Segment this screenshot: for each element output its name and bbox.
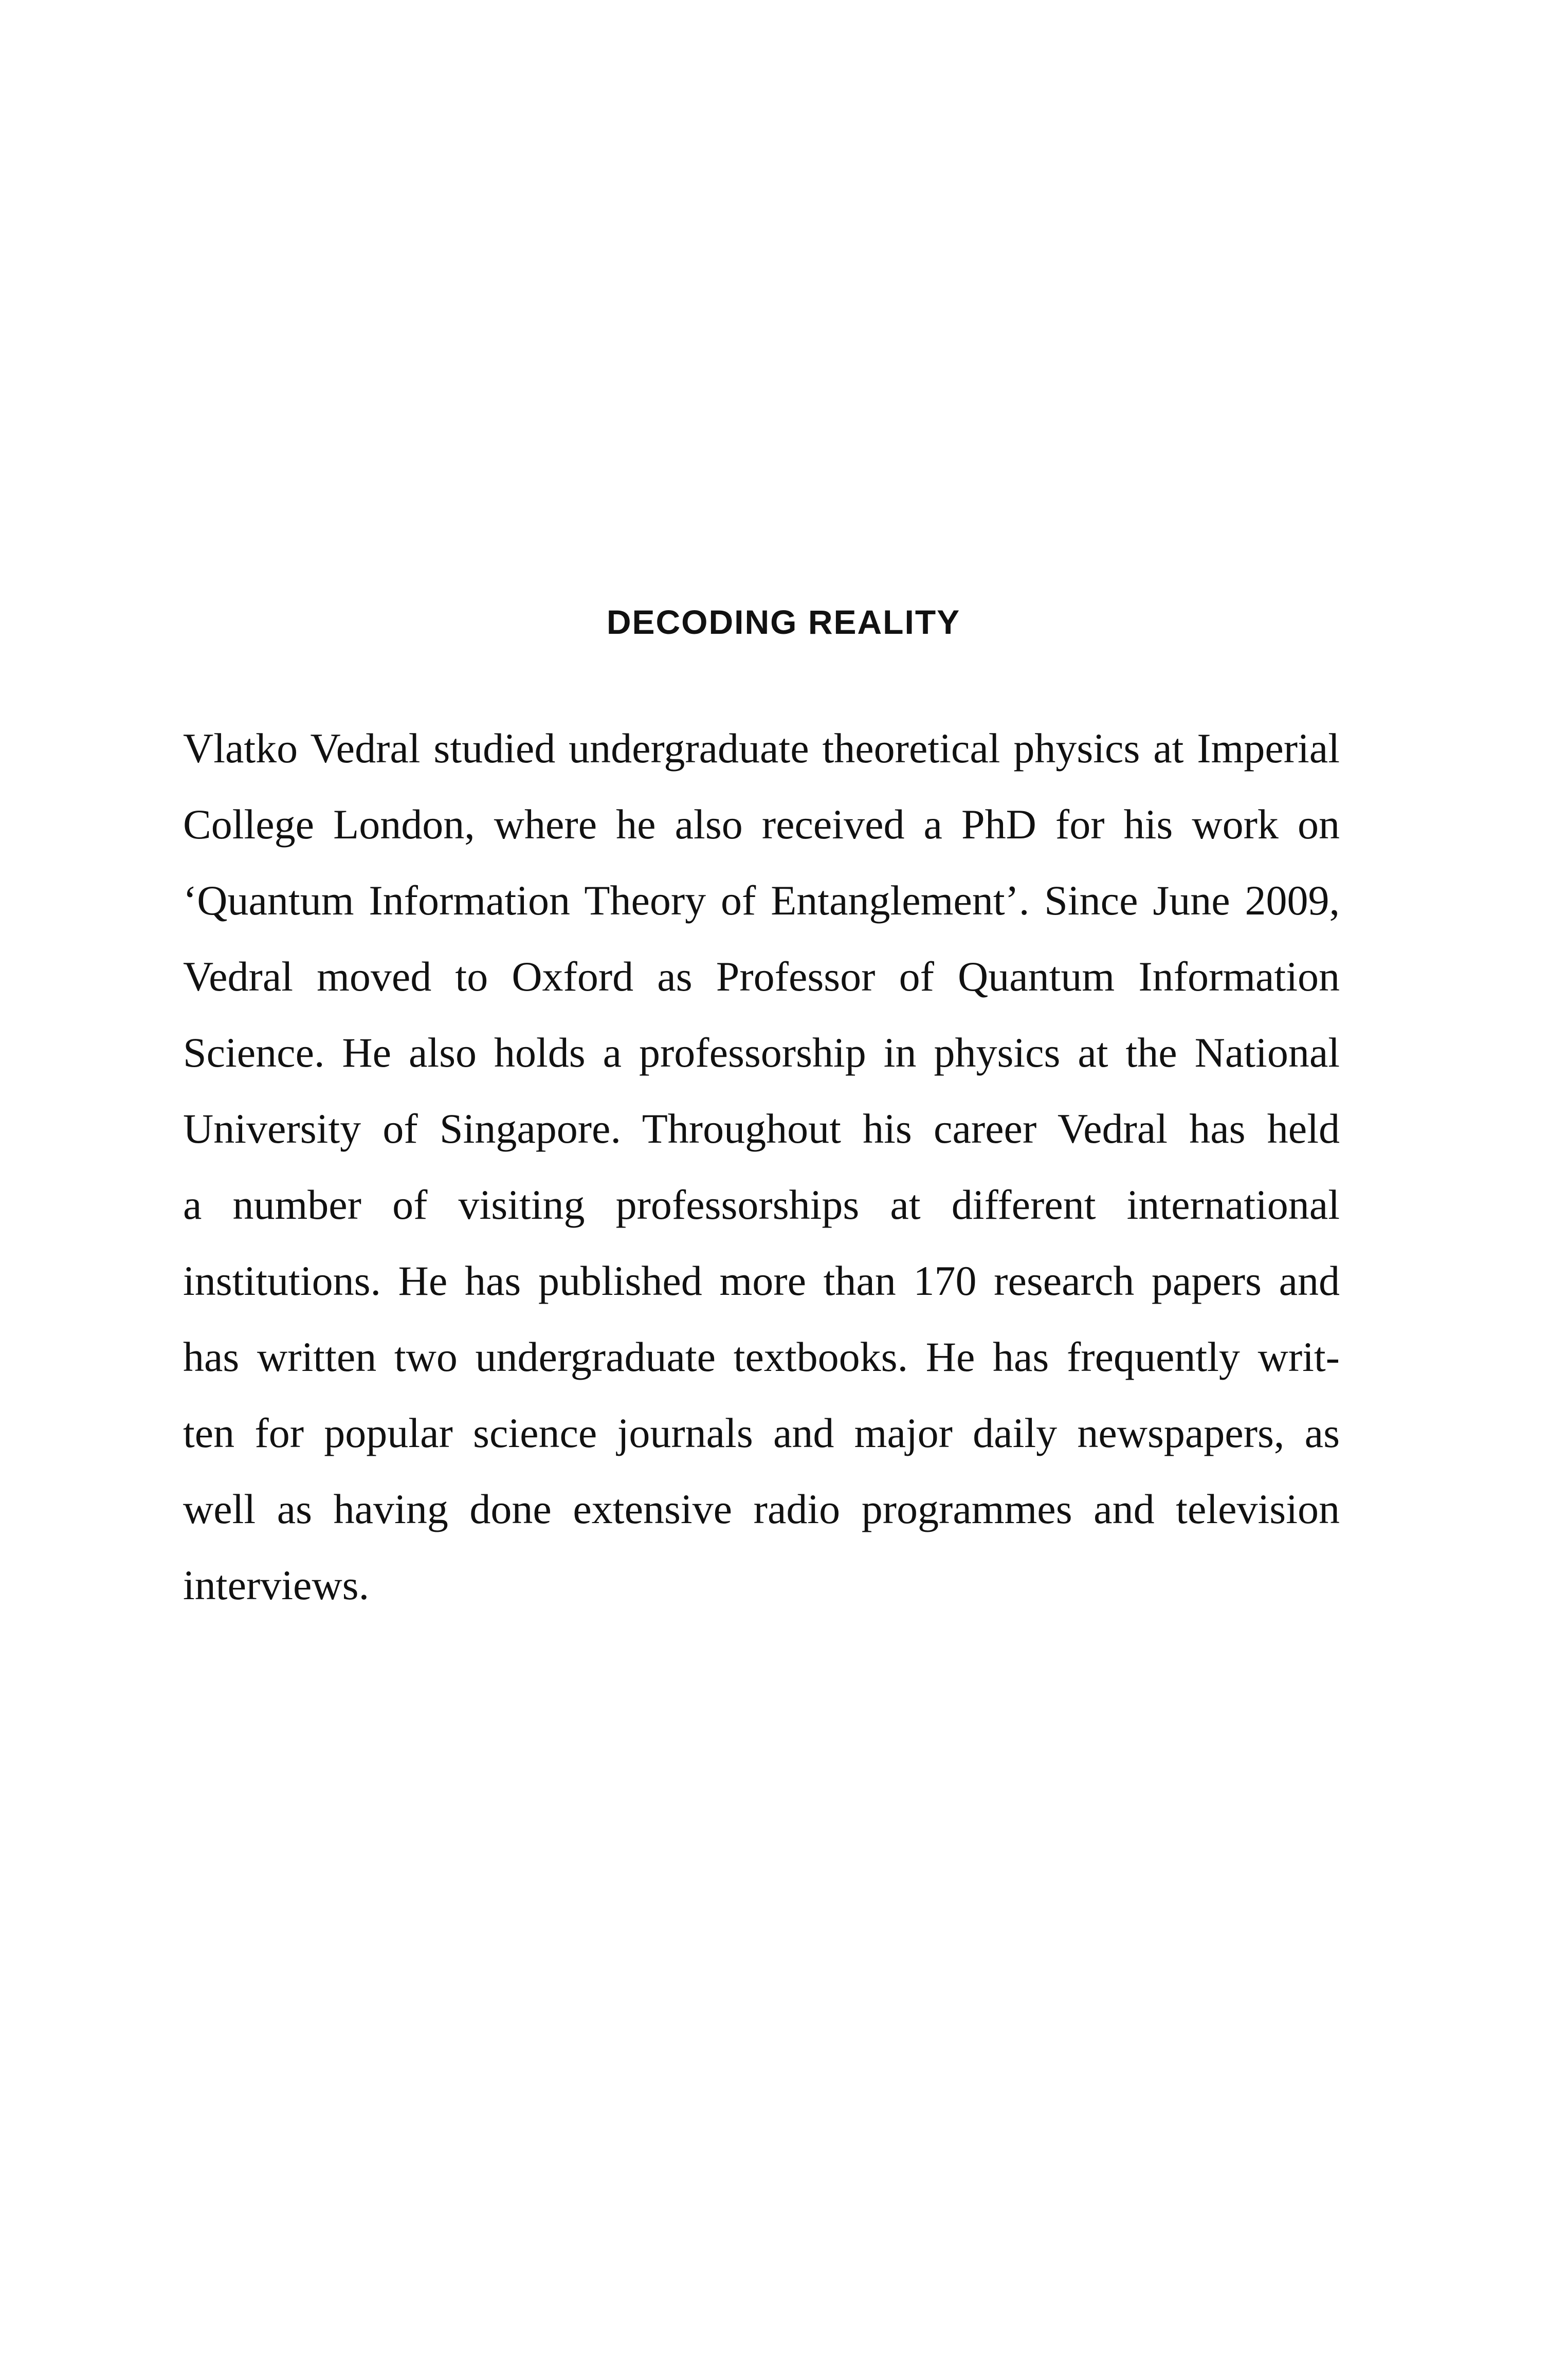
bio-line: a number of visiting professorships at different international bbox=[183, 1181, 1340, 1228]
book-title: DECODING REALITY bbox=[606, 603, 961, 641]
bio-line: University of Singapore. Throughout his career Vedral has held bbox=[183, 1105, 1340, 1152]
bio-line: well as having done extensive radio programmes and television bbox=[183, 1486, 1340, 1532]
bio-line: has written two undergraduate textbooks. He has frequently writ- bbox=[183, 1333, 1340, 1380]
bio-line: College London, where he also received a PhD for his work on bbox=[183, 801, 1340, 848]
bio-line: Vlatko Vedral studied undergraduate theoretical physics at Imperial bbox=[183, 725, 1340, 772]
bio-line: interviews. bbox=[183, 1562, 370, 1608]
bio-line: ten for popular science journals and major daily newspapers, as bbox=[183, 1409, 1340, 1456]
bio-line: ‘Quantum Information Theory of Entanglement’. Since June 2009, bbox=[183, 877, 1340, 924]
bio-line: Vedral moved to Oxford as Professor of Quantum Information bbox=[183, 953, 1340, 1000]
author-biography bbox=[183, 710, 1340, 1623]
bio-line: Science. He also holds a professorship in physics at the National bbox=[183, 1029, 1340, 1076]
bio-line: institutions. He has published more than 170 research papers and bbox=[183, 1257, 1340, 1304]
